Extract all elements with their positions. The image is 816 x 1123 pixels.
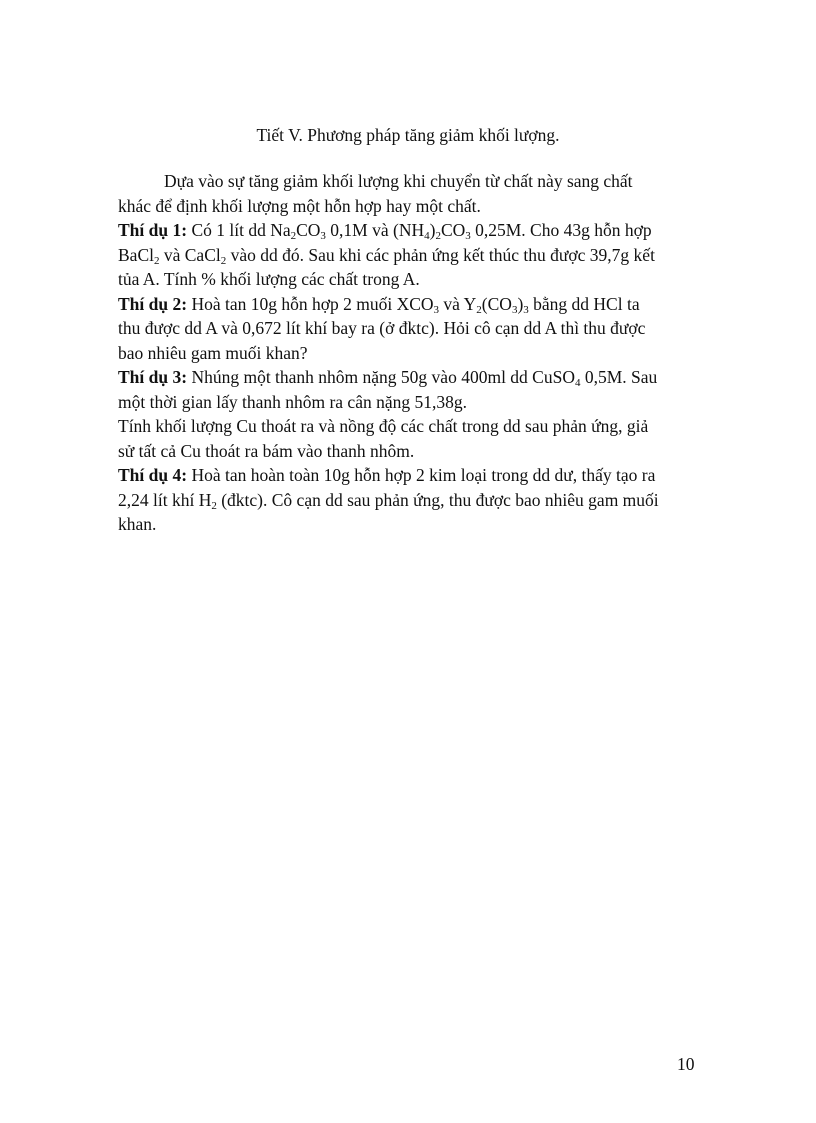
text: và CaCl (159, 244, 221, 265)
example-3-line-1 (118, 365, 710, 390)
example-3-line-4: sử tất cả Cu thoát ra bám vào thanh nhôm. (118, 440, 415, 461)
example-2-line-2: thu được dd A và 0,672 lít khí bay ra (ở đktc). Hỏi cô cạn dd A thì thu được (118, 318, 646, 338)
intro-line-2: khác để định khối lượng một hỗn hợp hay một chất. (118, 195, 481, 216)
text: bằng dd HCl ta (528, 293, 640, 314)
subscript: 2 (220, 254, 227, 267)
text: 0,5M. Sau (580, 367, 658, 387)
example-3-line-3: Tính khối lượng Cu thoát ra và nồng độ các chất trong dd sau phản ứng, giả (118, 416, 649, 436)
page-number: 10 (677, 1054, 695, 1074)
text: 0,25M. Cho 43g hỗn hợp (470, 220, 652, 240)
text: (CO (481, 293, 512, 314)
text: BaCl (118, 244, 154, 265)
example-1-line-2 (118, 243, 710, 268)
example-1-line-3: tủa A. Tính % khối lượng các chất trong A. (118, 269, 420, 289)
example-3-line-2: một thời gian lấy thanh nhôm ra cân nặng 51,38g. (118, 391, 467, 412)
subscript: 3 (320, 230, 326, 242)
text: và Y (439, 293, 477, 314)
subscript: 4 (574, 377, 581, 389)
text: Hoà tan 10g hỗn hợp 2 muối XCO (187, 293, 434, 314)
example-2-line-3: bao nhiêu gam muối khan? (118, 342, 308, 363)
example-2-label: Thí dụ 2: (118, 293, 188, 314)
text: Có 1 lít dd Na (187, 220, 291, 240)
subscript: 2 (211, 499, 217, 512)
text: CO (296, 220, 321, 240)
subscript: 2 (476, 303, 482, 316)
subscript: 3 (523, 303, 529, 316)
text: ) (429, 220, 436, 240)
example-3-label: Thí dụ 3: (118, 367, 188, 387)
text: CO (440, 220, 466, 240)
text: 0,1M và (NH (325, 220, 425, 240)
subscript: 3 (465, 230, 471, 242)
example-1-line-1 (118, 218, 710, 243)
document-body (118, 169, 710, 537)
text: (đktc). Cô cạn dd sau phản ứng, thu được bao nhiêu gam muối (216, 489, 659, 510)
example-4-line-3: khan. (118, 514, 157, 534)
subscript: 4 (424, 230, 430, 242)
example-1-label: Thí dụ 1: (118, 220, 188, 240)
text: 2,24 lít khí H (118, 489, 212, 510)
intro-line-1: Dựa vào sự tăng giảm khối lượng khi chuyển từ chất này sang chất (164, 171, 633, 191)
section-title: Tiết V. Phương pháp tăng giảm khối lượng. (256, 125, 560, 145)
example-2-line-1 (118, 292, 710, 317)
example-4-line-1 (118, 463, 710, 488)
text: ) (517, 293, 524, 314)
subscript: 2 (435, 230, 441, 242)
subscript: 2 (290, 230, 297, 242)
example-4-line-2 (118, 488, 710, 513)
text: Nhúng một thanh nhôm nặng 50g vào 400ml dd CuSO (187, 367, 575, 387)
text: vào dd đó. Sau khi các phản ứng kết thúc thu được 39,7g kết (226, 244, 655, 265)
subscript: 2 (153, 254, 160, 267)
subscript: 3 (511, 303, 518, 316)
example-4-label: Thí dụ 4: (118, 465, 188, 485)
subscript: 3 (433, 303, 440, 316)
text: Hoà tan hoàn toàn 10g hỗn hợp 2 kim loại trong dd dư, thấy tạo ra (187, 465, 656, 485)
